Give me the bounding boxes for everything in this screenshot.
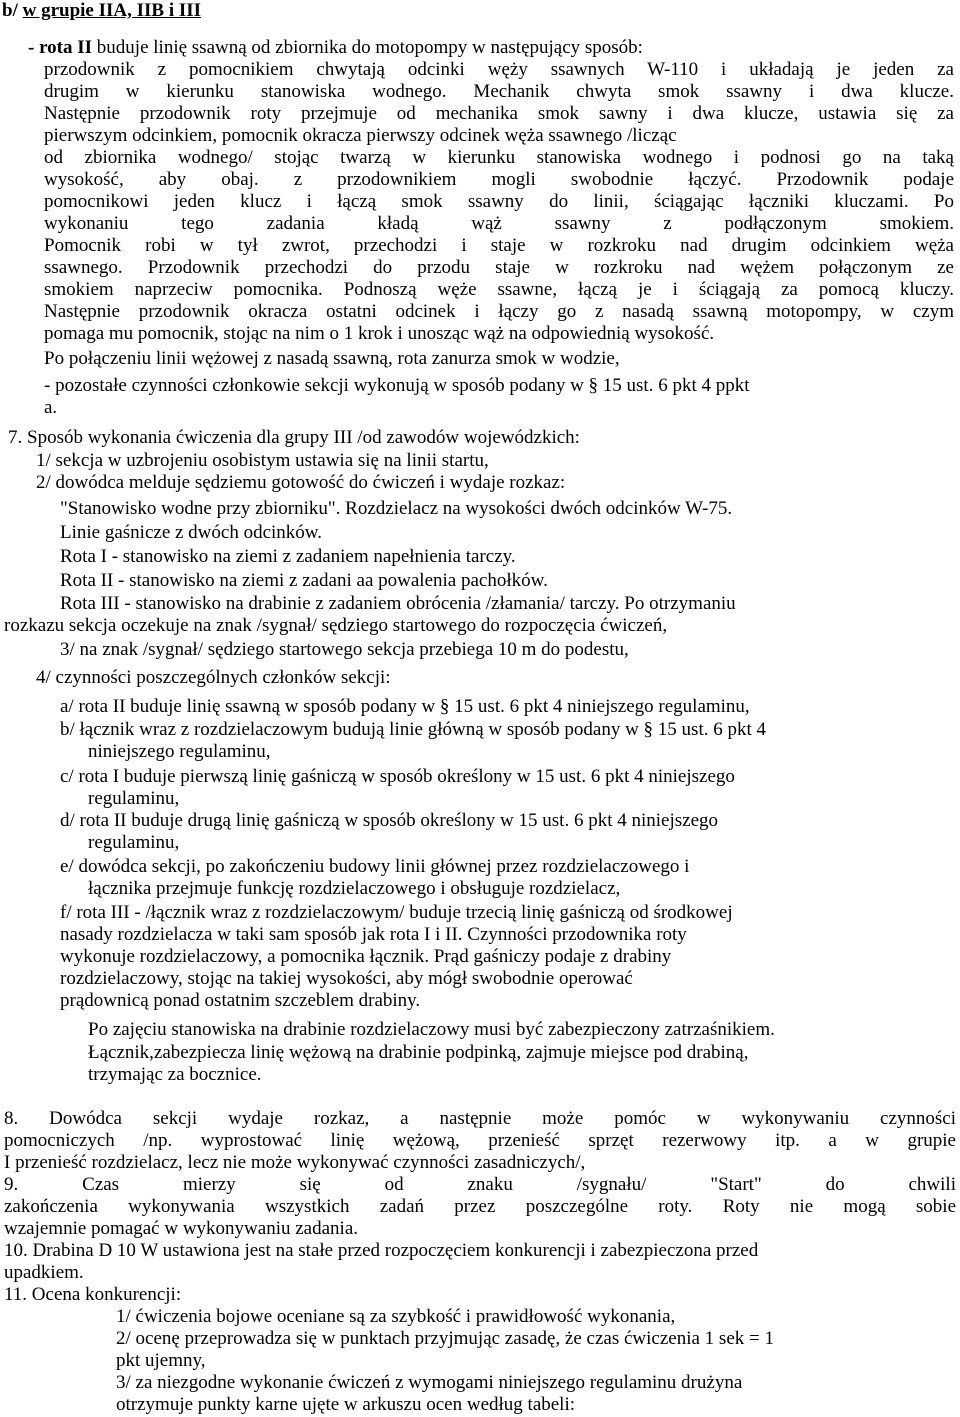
rota-ii-line: - pozostałe czynności członkowie sekcji wykonują w sposób podany w § 15 ust. 6 pkt 4 ppkt [44, 375, 750, 396]
point7-subitem-cont: niniejszego regulaminu, [88, 741, 271, 762]
rota-ii-first-line-text: buduje linię ssawną od zbiornika do motopompy w następujący sposób: [92, 37, 643, 58]
point7-subitem: e/ dowódca sekcji, po zakończeniu budowy linii głównej przez rozdzielaczowego i [60, 856, 690, 877]
point9-line: wzajemnie pomagać w wykonywaniu zadania. [4, 1218, 359, 1239]
point7-subitem-cont: regulaminu, [88, 832, 180, 853]
point7-note: Łącznik,zabezpiecza linię wężową na drabinie podpinką, zajmuje miejsce pod drabiną, [88, 1042, 749, 1063]
point11-item: 2/ ocenę przeprowadza się w punktach przyjmując zasadę, że czas ćwiczenia 1 sek = 1 [116, 1328, 774, 1349]
point9-line: 9. Czas mierzy się od znaku /sygnału/ "Start" do chwili [4, 1174, 956, 1195]
point8-line: 8. Dowódca sekcji wydaje rozkaz, a następnie może pomóc w wykonywaniu czynności [4, 1108, 956, 1129]
point7-line: Rota I - stanowisko na ziemi z zadaniem napełnienia tarczy. [60, 546, 516, 567]
point11-item: 1/ ćwiczenia bojowe oceniane są za szybkość i prawidłowość wykonania, [116, 1306, 676, 1327]
point11-item-cont: pkt ujemny, [116, 1350, 206, 1371]
dash: - [28, 37, 35, 58]
rota-ii-line: Po połączeniu linii wężowej z nasadą ssawną, rota zanurza smok w wodzie, [44, 348, 620, 369]
point8-line: I przenieść rozdzielacz, lecz nie może wykonywać czynności zasadniczych/, [4, 1152, 586, 1173]
point7-line: 2/ dowódca melduje sędziemu gotowość do ćwiczeń i wydaje rozkaz: [36, 472, 566, 493]
point7-line: 4/ czynności poszczególnych członków sekcji: [36, 667, 391, 688]
point7-note: trzymając za bocznice. [88, 1064, 262, 1085]
point7-line: "Stanowisko wodne przy zbiorniku". Rozdzielacz na wysokości dwóch odcinków W-75. [60, 498, 733, 519]
rota-ii-line: smokiem naprzeciw pomocnika. Podnoszą węże ssawne, łączą je i ściągają za pomocą kluczy. [44, 279, 954, 300]
rota-ii-line: przodownik z pomocnikiem chwytają odcinki węży ssawnych W-110 i układają je jeden za [44, 59, 954, 80]
point10-line: 10. Drabina D 10 W ustawiona jest na stałe przed rozpoczęciem konkurencji i zabezpieczona przed [4, 1240, 759, 1261]
point7-note: Po zajęciu stanowiska na drabinie rozdzielaczowy musi być zabezpieczony zatrzaśnikiem. [88, 1019, 775, 1040]
rota-ii-line: wysokość, aby obaj. z przodownikiem mogli swobodnie łączyć. Przodownik podaje [44, 169, 954, 190]
point7-subitem: d/ rota II buduje drugą linię gaśniczą w sposób określony w 15 ust. 6 pkt 4 niniejszego [60, 810, 719, 831]
point7-line: rozkazu sekcja oczekuje na znak /sygnał/ sędziego startowego do rozpoczęcia ćwiczeń, [4, 615, 668, 636]
point7-line: 1/ sekcja w uzbrojeniu osobistym ustawia się na linii startu, [36, 450, 489, 471]
heading-text: w grupie IIA, IIB i III [22, 0, 202, 21]
point9-line: zakończenia wykonywania wszystkich zadań przez poszczególne roty. Roty nie mogą sobie [4, 1196, 956, 1217]
point7-heading: 7. Sposób wykonania ćwiczenia dla grupy III /od zawodów wojewódzkich: [8, 427, 580, 448]
point7-subitem: a/ rota II buduje linię ssawną w sposób podany w § 15 ust. 6 pkt 4 niniejszego regulaminu, [60, 696, 750, 717]
heading-prefix: b/ [2, 0, 18, 21]
section-heading [2, 0, 201, 22]
rota-ii-line: wykonaniu tego zadania kładą wąż ssawny z podłączonym smokiem. [44, 213, 954, 234]
point7-line: 3/ na znak /sygnał/ sędziego startowego sekcja przebiega 10 m do podestu, [60, 639, 629, 660]
point7-subitem: b/ łącznik wraz z rozdzielaczowym budują linie główną w sposób podany w § 15 ust. 6 pkt 4 [60, 719, 766, 740]
point7-line: Linie gaśnicze z dwóch odcinków. [60, 522, 323, 543]
rota-ii-line: drugim w kierunku stanowiska wodnego. Mechanik chwyta smok ssawny i dwa klucze. [44, 81, 954, 102]
point11-heading: 11. Ocena konkurencji: [4, 1284, 182, 1305]
rota-ii-line: pomocnikowi jeden klucz i łączą smok ssawny do linii, ściągając łączniki kluczami. Po [44, 191, 954, 212]
rota-ii-line: Następnie przodownik roty przejmuje od mechanika smok sawny i dwa klucze, ustawia się za [44, 103, 954, 124]
rota-ii-line: a. [44, 397, 58, 418]
point7-line: Rota II - stanowisko na ziemi z zadani aa powalenia pachołków. [60, 570, 548, 591]
rota-ii-line: od zbiornika wodnego/ stojąc twarzą w kierunku stanowiska wodnego i podnosi go na taką [44, 147, 954, 168]
point10-line: upadkiem. [4, 1262, 84, 1283]
point7-subitem: c/ rota I buduje pierwszą linię gaśniczą w sposób określony w 15 ust. 6 pkt 4 niniejszego [60, 766, 735, 787]
point8-line: pomocniczych /np. wyprostować linię wężową, przenieść sprzęt rezerwowy itp. a w grupie [4, 1130, 956, 1151]
point7-subitem-cont: łącznika przejmuje funkcję rozdzielaczowego i obsługuje rozdzielacz, [88, 878, 621, 899]
rota-ii-line: ssawnego. Przodownik przechodzi do przodu staje w rozkroku nad wężem połączonym ze [44, 257, 954, 278]
point7-subitem: f/ rota III - /łącznik wraz z rozdzielaczowym/ buduje trzecią linię gaśniczą od środkowej [60, 902, 733, 923]
rota-ii-line: Następnie przodownik okracza ostatni odcinek i łączy go z nasadą ssawną motopompy, w czym [44, 301, 954, 322]
rota-ii-label: rota II [39, 37, 93, 58]
point7-subitem-cont: prądownicą ponad ostatnim szczeblem drabiny. [60, 990, 421, 1011]
point7-subitem-cont: rozdzielaczowy, stojąc na takiej wysokości, aby mógł swobodnie operować [60, 968, 633, 989]
point7-subitem-cont: wykonuje rozdzielaczowy, a pomocnika łącznik. Prąd gaśniczy podaje z drabiny [60, 946, 672, 967]
rota-ii-line: pomaga mu pomocnik, stojąc na nim o 1 krok i unosząc wąż na odpowiednią wysokość. [44, 323, 715, 344]
point11-item-cont: otrzymuje punkty karne ujęte w arkuszu ocen według tabeli: [116, 1394, 576, 1415]
point7-subitem-cont: nasady rozdzielacza w taki sam sposób jak rota I i II. Czynności przodownika roty [60, 924, 687, 945]
rota-ii-line: pierwszym odcinkiem, pomocnik okracza pierwszy odcinek węża ssawnego /licząc [44, 125, 677, 146]
point7-subitem-cont: regulaminu, [88, 788, 180, 809]
point11-item: 3/ za niezgodne wykonanie ćwiczeń z wymogami niniejszego regulaminu drużyna [116, 1372, 743, 1393]
rota-ii-first-line [28, 37, 643, 59]
point7-line: Rota III - stanowisko na drabinie z zadaniem obrócenia /złamania/ tarczy. Po otrzymaniu [60, 593, 736, 614]
rota-ii-line: Pomocnik robi w tył zwrot, przechodzi i staje w rozkroku nad drugim odcinkiem węża [44, 235, 954, 256]
